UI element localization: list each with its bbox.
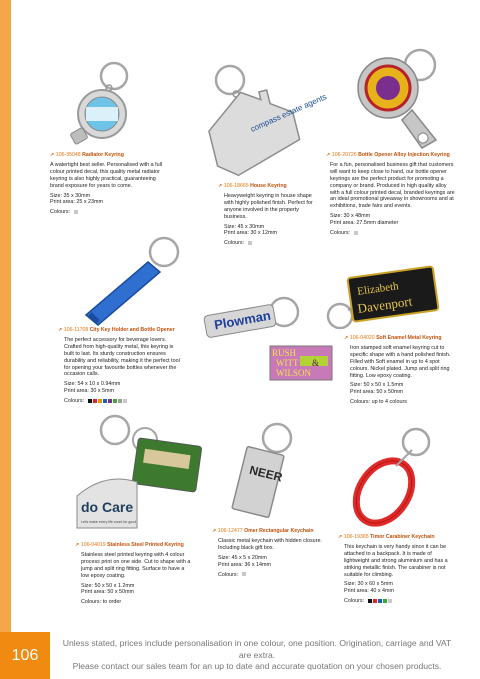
- product-size: Size: 50 x 50 x 1.2mm: [81, 582, 135, 589]
- product-soft-enamel-keyring: [344, 335, 456, 406]
- arrow-icon: ↗: [326, 152, 331, 158]
- product-size: Size: 30 x 48mm: [330, 213, 371, 220]
- product-code: 106-35048: [55, 152, 81, 158]
- product-timor-carabiner: [338, 534, 456, 605]
- house-logo-text: compass estate agents: [249, 92, 328, 134]
- product-specs: [50, 193, 170, 207]
- arrow-icon: ↗: [338, 534, 343, 540]
- product-omer-keychain: [212, 528, 324, 578]
- product-description: Stainless steel printed keyring with 4 colour process print on one side. Cut to shape with a jump and split ring fitting. Surface to have a low epoxy coating.: [81, 551, 191, 579]
- colours-label: Colours:: [330, 230, 351, 237]
- product-title: [338, 534, 456, 541]
- product-description: This keychain is very handy since it can be attached to a backpack. It is made of lightweight and strong aluminium and has a striking metallic finish. The carabiner is not suitable for climbing.: [344, 543, 448, 578]
- product-title: [344, 335, 456, 342]
- colour-swatches: [242, 572, 246, 576]
- colours-label: Colours:: [50, 209, 71, 216]
- product-size: Size: 54 x 10 x 0.94mm: [64, 381, 121, 388]
- product-description: Classic metal keychain with hidden closure. Including black gift box.: [218, 537, 322, 551]
- product-description: Iron stamped soft enamel keyring cut to specific shape with a hand polished finish. Filled with Soft enamel in up to 4 spot colours. Nickel plated. Jump and split ring fitting. Low epoxy coating.: [350, 344, 451, 379]
- product-name: City Key Holder and Bottle Opener: [89, 327, 175, 333]
- product-print-area: Print area: 50 x 50mm: [350, 389, 404, 396]
- product-specs: [212, 555, 324, 569]
- product-name: Soft Enamel Metal Keyring: [376, 335, 442, 341]
- product-description: Heavyweight keyring in house shape with highly polished finish. Perfect for anyone involved in the property business.: [224, 192, 313, 220]
- city-bottle-opener-image: [76, 230, 186, 330]
- colours-label: Colours:: [64, 398, 85, 405]
- product-colours: [326, 230, 456, 237]
- colour-swatch: [388, 599, 392, 603]
- product-code: 106-11708: [63, 327, 89, 333]
- colours-label: Colours:: [218, 571, 239, 578]
- product-colours: [344, 399, 456, 406]
- product-code: 106-04020: [349, 335, 375, 341]
- product-specs: [75, 583, 205, 597]
- product-house-keyring: [218, 183, 318, 247]
- footer-note: [62, 638, 452, 673]
- colour-swatches: [88, 399, 127, 403]
- product-print-area: Print area: 50 x 50mm: [81, 589, 135, 596]
- colour-swatch: [242, 572, 246, 576]
- colour-swatch: [368, 599, 372, 603]
- colour-swatches: [354, 231, 358, 235]
- product-size: Size: 45 x 30mm: [224, 223, 265, 230]
- product-code: 106-20726: [331, 152, 357, 158]
- colour-swatches: [248, 241, 252, 245]
- colour-swatch: [248, 241, 252, 245]
- colours-label: Colours:: [344, 598, 365, 605]
- colour-swatch: [113, 399, 117, 403]
- timor-carabiner-image: [340, 420, 440, 530]
- product-description: A watertight best seller. Personalised with a full colour printed decal, this quality metal radiator keyring is also highly practical, guaranteeing brand exposure for years to come.: [50, 161, 163, 189]
- product-radiator-keyring: [50, 152, 170, 216]
- colour-swatch: [108, 399, 112, 403]
- product-specs: [58, 381, 203, 395]
- arrow-icon: ↗: [58, 327, 63, 333]
- product-title: [212, 528, 324, 535]
- colour-swatch: [373, 599, 377, 603]
- colours-label: Colours:: [224, 240, 245, 247]
- product-size: Size: 30 x 60 x 5mm: [344, 581, 393, 588]
- arrow-icon: ↗: [212, 528, 217, 534]
- page-edge-bar: [0, 0, 11, 632]
- footer-line-2: Please contact our sales team for an up to date and accurate quotation on your chosen products.: [72, 661, 442, 671]
- product-specs: [338, 581, 456, 595]
- colour-swatch: [93, 399, 97, 403]
- product-colours: [75, 599, 205, 606]
- product-colours: [218, 240, 318, 247]
- colours-label: Colours: up to 4 colours: [350, 399, 407, 406]
- radiator-keyring-image: [62, 60, 142, 150]
- product-print-area: Print area: 30 x 5mm: [64, 388, 115, 395]
- colour-swatches: [74, 210, 78, 214]
- product-print-area: Print area: 27.5mm diameter: [330, 220, 399, 227]
- product-title: [75, 542, 205, 549]
- colour-swatch: [98, 399, 102, 403]
- product-code: 106-19365: [343, 534, 369, 540]
- colour-swatch: [383, 599, 387, 603]
- product-description: The perfect accessory for beverage lovers. Crafted from high-quality metal, this keyring is built to last. Its sturdy construction ensures durability and reliability, making it the perfect tool for opening your favourite bottles whenever the occasion calls.: [64, 336, 180, 378]
- arrow-icon: ↗: [75, 542, 80, 548]
- stainless-steel-keyrings-image: [75, 410, 205, 530]
- product-name: House Keyring: [250, 183, 287, 189]
- product-colours: [50, 209, 170, 216]
- product-size: Size: 35 x 30mm: [50, 192, 91, 199]
- davenport-text: Davenport: [356, 293, 414, 316]
- rush-text: RUSH: [272, 348, 297, 358]
- colour-swatch: [88, 399, 92, 403]
- colour-swatch: [118, 399, 122, 403]
- product-size: Size: 45 x 5 x 20mm: [218, 554, 267, 561]
- product-specs: [344, 382, 456, 396]
- product-title: [326, 152, 456, 159]
- colour-swatches: [368, 599, 392, 603]
- footer-line-1: Unless stated, prices include personalisation in one colour, one position. Origination, carriage and VAT are extra.: [62, 638, 452, 660]
- product-print-area: Print area: 25 x 23mm: [50, 199, 104, 206]
- product-size: Size: 50 x 50 x 1.5mm: [350, 382, 404, 389]
- product-city-bottle-opener: [58, 327, 203, 405]
- omer-keychain-image: [225, 420, 305, 520]
- plowman-text: Plowman: [213, 307, 272, 333]
- witt-text: WITT: [276, 358, 299, 368]
- colour-swatch: [378, 599, 382, 603]
- docare-text: do Care: [81, 499, 134, 515]
- product-colours: [212, 572, 324, 579]
- product-code: 106-12477: [217, 528, 243, 534]
- product-colours: [338, 598, 456, 605]
- product-name: Stainless Steel Printed Keyring: [107, 542, 184, 548]
- product-code: 106-04019: [80, 542, 106, 548]
- ampersand-text: &: [312, 358, 320, 368]
- product-print-area: Print area: 30 x 12mm: [224, 230, 278, 237]
- product-title: [218, 183, 318, 190]
- wilson-text: WILSON: [276, 368, 311, 378]
- elizabeth-text: Elizabeth: [356, 280, 400, 298]
- colours-label: Colours: to order: [81, 599, 122, 606]
- product-title: [58, 327, 203, 334]
- colour-swatch: [354, 231, 358, 235]
- house-keyring-image: [200, 60, 328, 178]
- product-print-area: Print area: 40 x 4mm: [344, 588, 395, 595]
- product-bottle-opener-alloy: [326, 152, 456, 237]
- product-specs: [218, 224, 318, 238]
- page-number: 106: [0, 632, 50, 679]
- product-print-area: Print area: 36 x 14mm: [218, 561, 272, 568]
- product-specs: [326, 213, 456, 227]
- arrow-icon: ↗: [218, 183, 223, 189]
- arrow-icon: ↗: [344, 335, 349, 341]
- neer-text: NEER: [248, 462, 284, 485]
- product-name: Omer Rectangular Keychain: [244, 528, 314, 534]
- product-name: Radiator Keyring: [82, 152, 124, 158]
- colour-swatch: [123, 399, 127, 403]
- product-code: 106-18665: [223, 183, 249, 189]
- product-description: For a fun, personalised business gift that customers will want to keep close to hand, our bottle opener keyrings are the perfect product for promoting a company or brand. Produced in high quality alloy with a full colour printed decal, branded keyrings are an ideal promotional giveaway in showrooms and at exhibitions, trade fairs and events.: [330, 161, 455, 210]
- bottle-opener-alloy-image: [340, 40, 440, 155]
- arrow-icon: ↗: [50, 152, 55, 158]
- product-stainless-steel-keyring: [75, 542, 205, 606]
- colour-swatch: [74, 210, 78, 214]
- product-colours: [58, 398, 203, 405]
- docare-sub-text: Let's make every life count for good: [81, 520, 137, 524]
- product-name: Timor Carabiner Keychain: [370, 534, 435, 540]
- product-name: Bottle Opener Alloy Injection Keyring: [358, 152, 450, 158]
- colour-swatch: [103, 399, 107, 403]
- product-title: [50, 152, 170, 159]
